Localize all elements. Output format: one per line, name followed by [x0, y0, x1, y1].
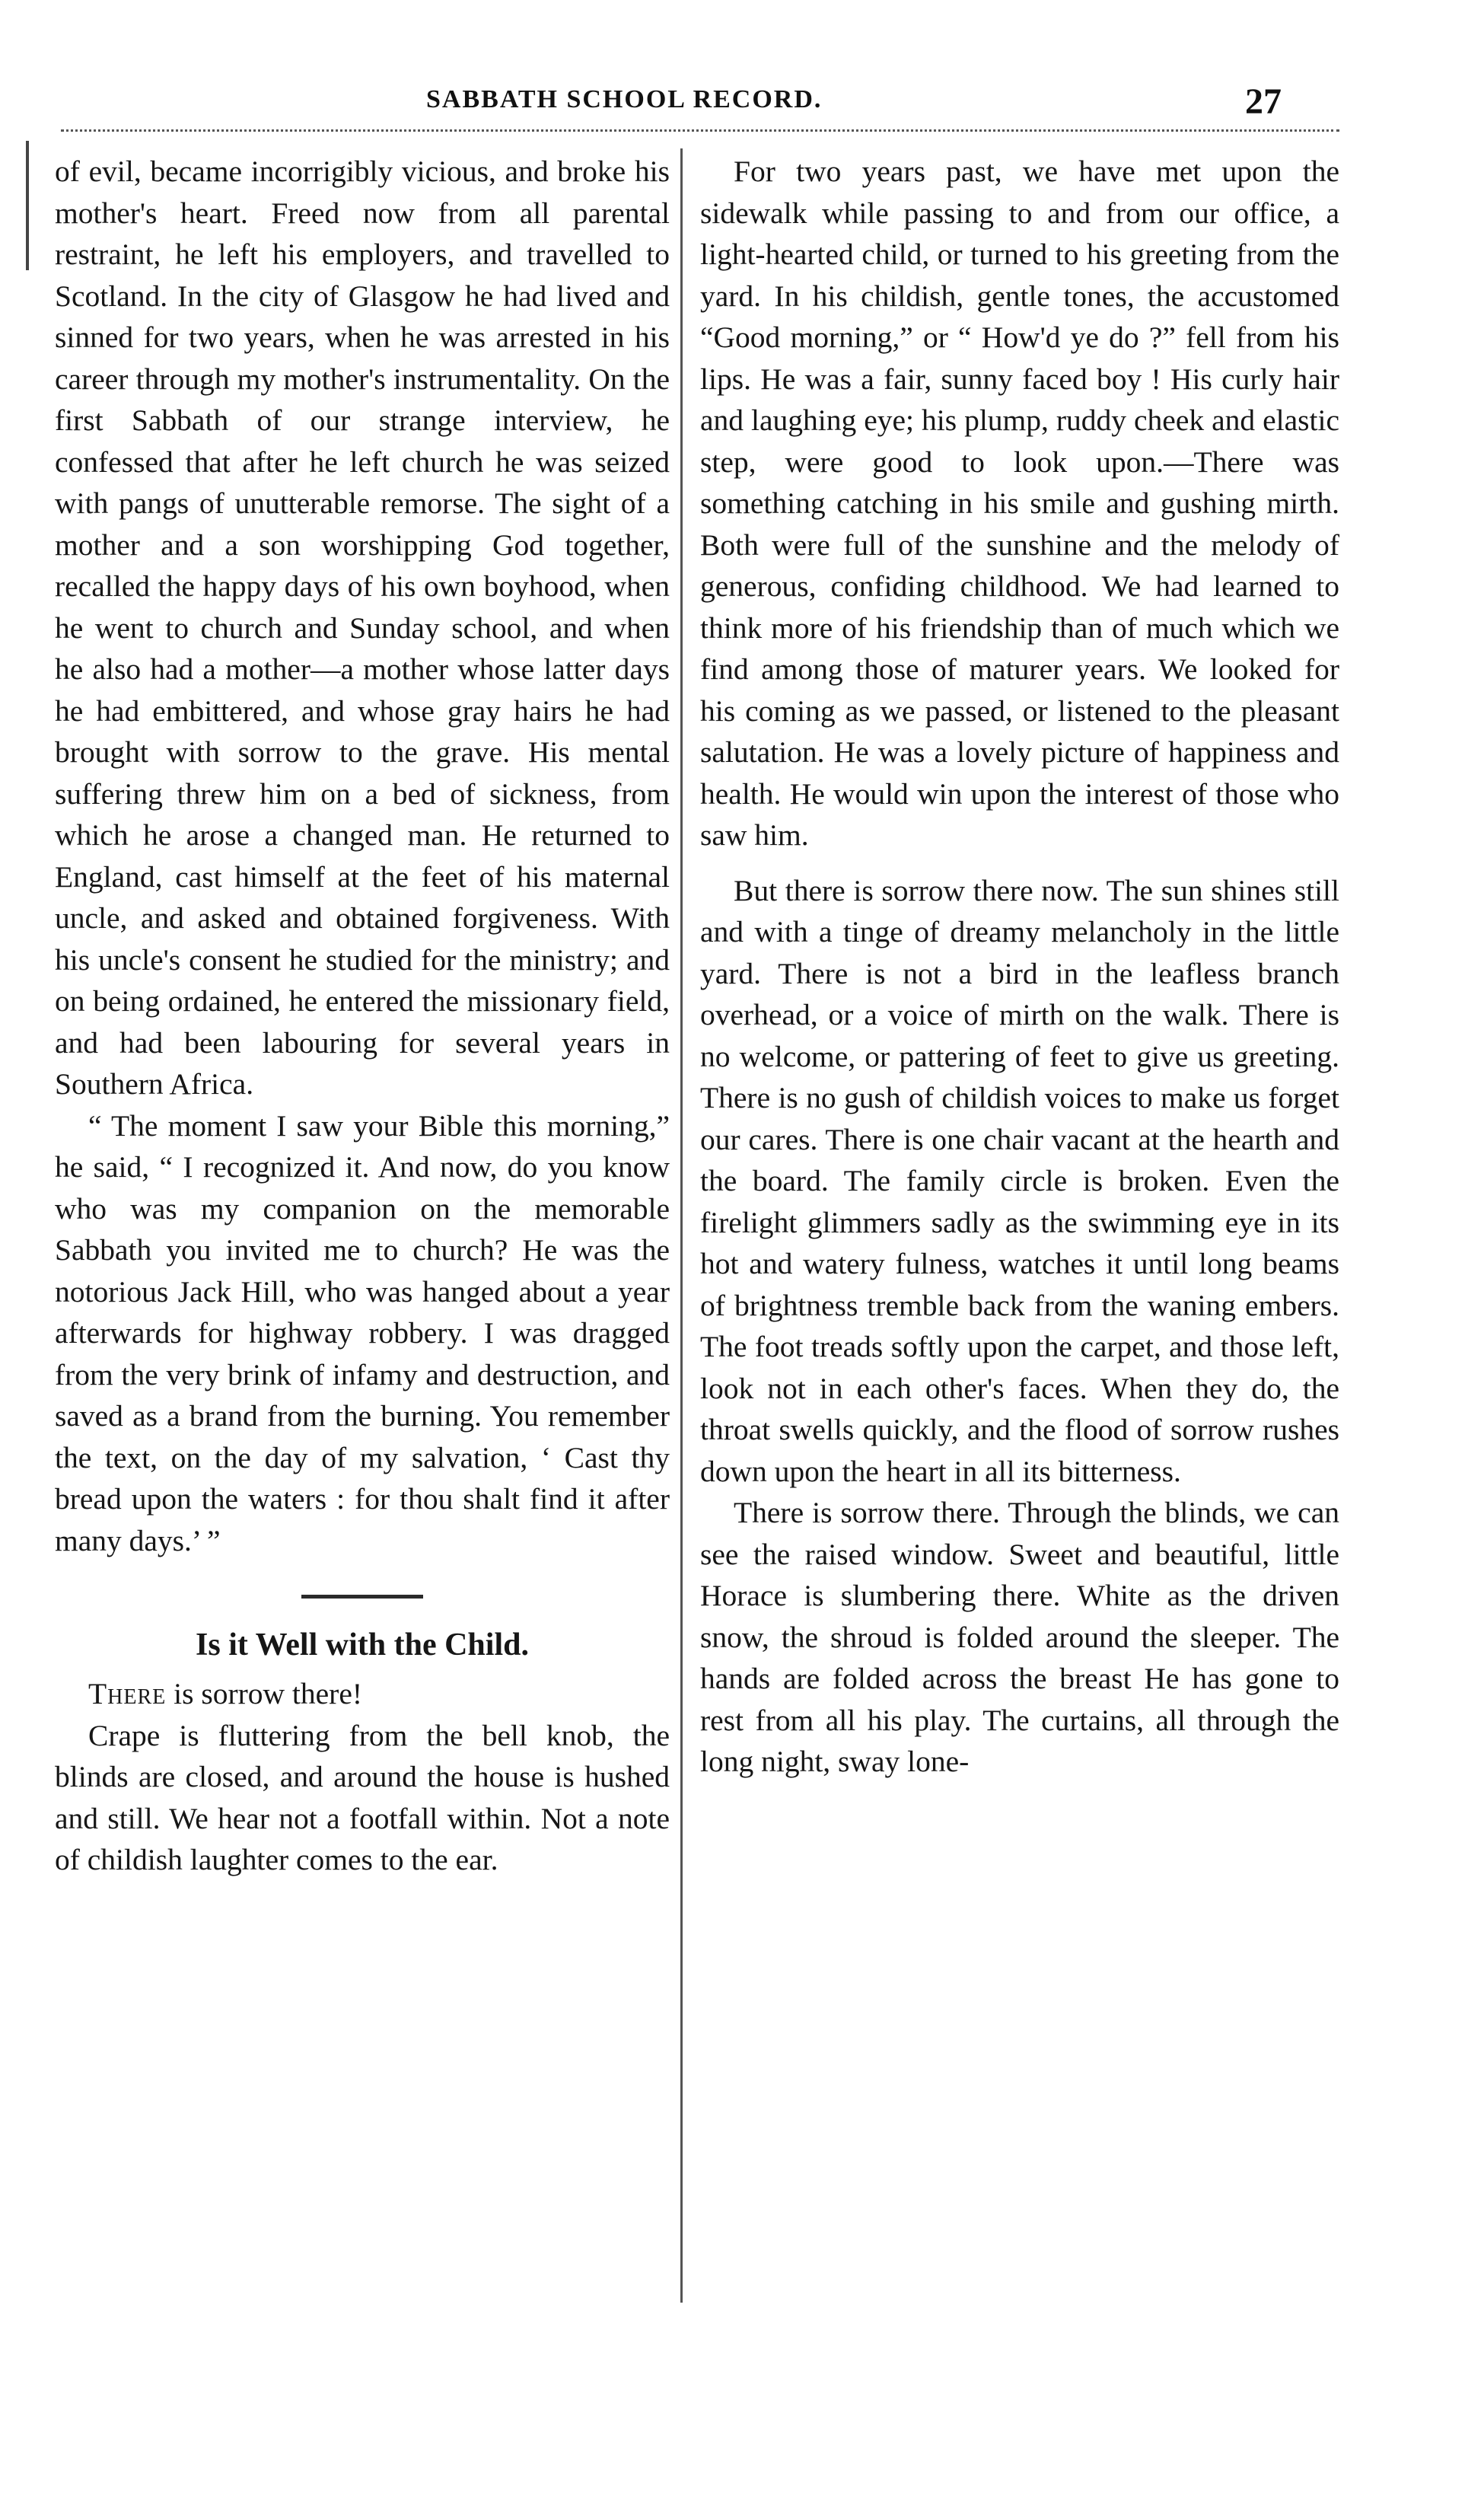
left-paragraph-1: of evil, became incorrigibly vicious, and broke his mother's heart. Freed now from all parental restraint, he left his employers, and travelled to Scotland. In the city of Glasgow he had lived and sinned for two years, when he was arrested in his career through my mother's instrumentality. On the first Sabbath of our strange interview, he confessed that after he left church he was seized with pangs of unutterable remorse. The sight of a mother and a son worshipping God together, recalled the happy days of his own boyhood, when he went to church and Sunday school, and when he also had a mother—a mother whose latter days he had embittered, and whose gray hairs he had brought with sorrow to the grave. His mental suffering threw him on a bed of sickness, from which he arose a changed man. He returned to England, cast himself at the feet of his maternal uncle, and asked and obtained forgiveness. With his uncle's consent he studied for the ministry; and on being ordained, he entered the missionary field, and had been labouring for several years in Southern Africa.	[55, 155, 670, 1101]
section-title: Is it Well with the Child.	[196, 1627, 529, 1662]
left-column	[55, 151, 670, 1881]
right-paragraph-2: But there is sorrow there now. The sun shines still and with a tinge of dreamy melancholy in the little yard. There is not a bird in the leafless branch overhead, or a voice of mirth on the walk. There is no welcome, or pattering of feet to give us greeting. There is no gush of childish voices to make us forget our cares. There is one chair vacant at the hearth and the board. The family circle is broken. Even the firelight glimmers sadly as the swimming eye in its hot and watery fulness, watches it until long beams of brightness tremble back from the waning embers. The foot treads softly upon the carpet, and those left, look not in each other's faces. When they do, the throat swells quickly, and the flood of sorrow rushes down upon the heart in all its bitterness.	[700, 873, 1339, 1488]
right-column	[700, 151, 1339, 1783]
running-title: SABBATH SCHOOL RECORD.	[426, 85, 823, 113]
opener-rest: is sorrow there!	[166, 1677, 363, 1710]
page-number: 27	[1245, 81, 1282, 122]
opener-small-caps: There	[88, 1677, 167, 1710]
left-paragraph-opener	[55, 1673, 670, 1715]
left-paragraph-2: “ The moment I saw your Bible this morning,” he said, “ I recognized it. And now, do you know who was my companion on the memorable Sabbath you invited me to church? He was the notorious Jack Hill, who was hanged about a year afterwards for highway robbery. I was dragged from the very brink of infamy and destruction, and saved as a brand from the burning. You remember the text, on the day of my salvation, ‘ Cast thy bread upon the waters : for thou shalt find it after many days.’ ”	[55, 1108, 670, 1557]
margin-mark	[26, 141, 29, 270]
right-paragraph-3: There is sorrow there. Through the blinds, we can see the raised window. Sweet and beautiful, little Horace is slumbering there. White as the driven snow, the shroud is folded around the sleeper. The hands are folded across the breast He has gone to rest from all his play. The curtains, all through the long night, sway lone-	[700, 1496, 1339, 1778]
column-divider	[680, 148, 683, 2303]
right-paragraph-1: For two years past, we have met upon the sidewalk while passing to and from our office, a light-hearted child, or turned to his greeting from the yard. In his childish, gentle tones, the accustomed “Good morning,” or “ How'd ye do ?” fell from his lips. He was a fair, sunny faced boy ! His curly hair and laughing eye; his plump, ruddy cheek and elastic step, were good to look upon.—There was something catching in his smile and gushing mirth. Both were full of the sunshine and the melody of generous, confiding childhood. We had learned to think more of his friendship than of much which we find among those of maturer years. We looked for his coming as we passed, or listened to the pleasant salutation. He was a lovely picture of happiness and health. He would win upon the interest of those who saw him.	[700, 155, 1339, 852]
header-rule	[61, 129, 1339, 132]
section-divider	[301, 1595, 423, 1599]
paragraph-gap	[700, 856, 1339, 870]
left-paragraph-3: Crape is fluttering from the bell knob, the blinds are closed, and around the house is hushed and still. We hear not a footfall within. Not a note of childish laughter comes to the ear.	[55, 1718, 670, 1876]
